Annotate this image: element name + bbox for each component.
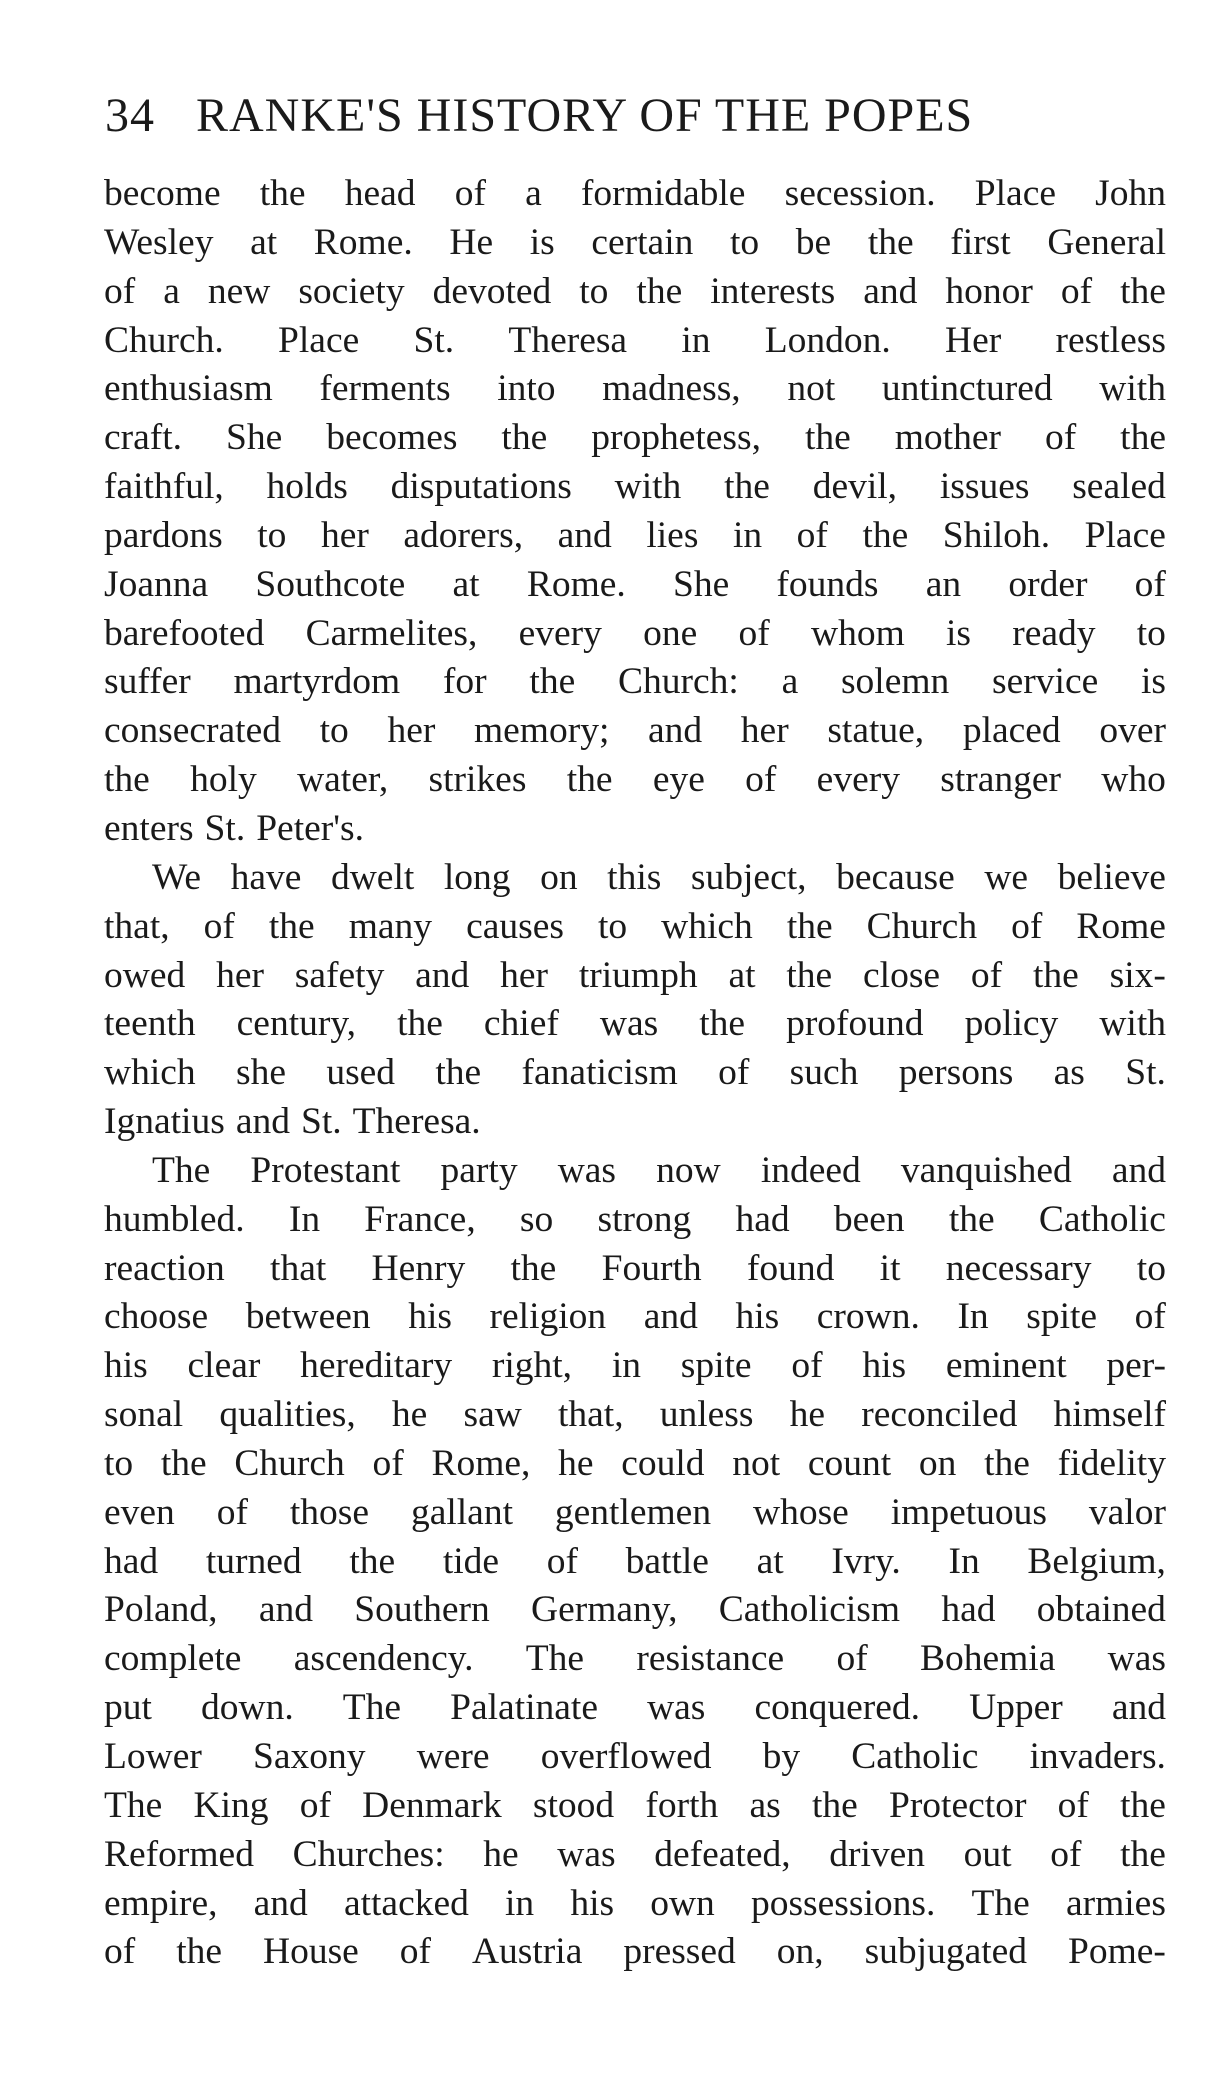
text-line: faithful, holds disputations with the devil, issues sealed xyxy=(104,466,1166,508)
text-line: enters St. Peter's. xyxy=(104,807,364,849)
text-line: choose between his religion and his crown. In spite of xyxy=(104,1296,1166,1338)
text-line: of a new society devoted to the interests and honor of the xyxy=(104,270,1166,312)
text-line: pardons to her adorers, and lies in of the Shiloh. Place xyxy=(104,514,1166,556)
text-line: barefooted Carmelites, every one of whom is ready to xyxy=(104,612,1166,654)
text-line: Ignatius and St. Theresa. xyxy=(104,1101,481,1143)
text-line: teenth century, the chief was the profound policy with xyxy=(104,1003,1166,1045)
text-line: empire, and attacked in his own possessions. The armies xyxy=(104,1882,1166,1924)
paragraph xyxy=(104,170,1166,854)
text-line: suffer martyrdom for the Church: a solemn service is xyxy=(104,661,1166,703)
text-line: his clear hereditary right, in spite of his eminent per- xyxy=(104,1345,1166,1387)
text-line: the holy water, strikes the eye of every stranger who xyxy=(104,759,1166,801)
text-line: Church. Place St. Theresa in London. Her restless xyxy=(104,319,1166,361)
text-line: become the head of a formidable secession. Place John xyxy=(104,173,1166,214)
paragraph xyxy=(104,1147,1166,1977)
text-line: The King of Denmark stood forth as the Protector of the xyxy=(104,1784,1166,1826)
text-line: of the House of Austria pressed on, subjugated Pome- xyxy=(104,1931,1166,1973)
text-line: The Protestant party was now indeed vanquished and xyxy=(152,1149,1166,1191)
text-line: Reformed Churches: he was defeated, driven out of the xyxy=(104,1833,1166,1875)
text-line: even of those gallant gentlemen whose impetuous valor xyxy=(104,1491,1166,1533)
text-line: Wesley at Rome. He is certain to be the first General xyxy=(104,221,1166,263)
text-line: enthusiasm ferments into madness, not untinctured with xyxy=(104,368,1166,410)
text-line: to the Church of Rome, he could not count on the fidelity xyxy=(104,1442,1166,1484)
text-line: We have dwelt long on this subject, because we believe xyxy=(152,856,1166,898)
body-text xyxy=(104,170,1166,1977)
page-number: 34 xyxy=(105,89,155,142)
text-line: reaction that Henry the Fourth found it necessary to xyxy=(104,1247,1166,1289)
text-line: owed her safety and her triumph at the close of the six- xyxy=(104,954,1166,996)
text-line: Poland, and Southern Germany, Catholicism had obtained xyxy=(104,1589,1166,1631)
text-line: craft. She becomes the prophetess, the mother of the xyxy=(104,417,1166,459)
text-line: that, of the many causes to which the Church of Rome xyxy=(104,905,1166,947)
paragraph xyxy=(104,854,1166,1147)
page-header xyxy=(105,88,1165,148)
text-line: Joanna Southcote at Rome. She founds an order of xyxy=(104,563,1166,605)
text-line: sonal qualities, he saw that, unless he reconciled himself xyxy=(104,1394,1166,1436)
text-line: consecrated to her memory; and her statue, placed over xyxy=(104,710,1166,752)
text-line: had turned the tide of battle at Ivry. In Belgium, xyxy=(104,1540,1166,1582)
text-line: humbled. In France, so strong had been the Catholic xyxy=(104,1198,1166,1240)
text-line: put down. The Palatinate was conquered. Upper and xyxy=(104,1687,1166,1729)
text-line: which she used the fanaticism of such persons as St. xyxy=(104,1052,1166,1094)
running-title: RANKE'S HISTORY OF THE POPES xyxy=(196,89,974,142)
text-line: Lower Saxony were overflowed by Catholic invaders. xyxy=(104,1736,1166,1777)
text-line: complete ascendency. The resistance of Bohemia was xyxy=(104,1638,1166,1680)
